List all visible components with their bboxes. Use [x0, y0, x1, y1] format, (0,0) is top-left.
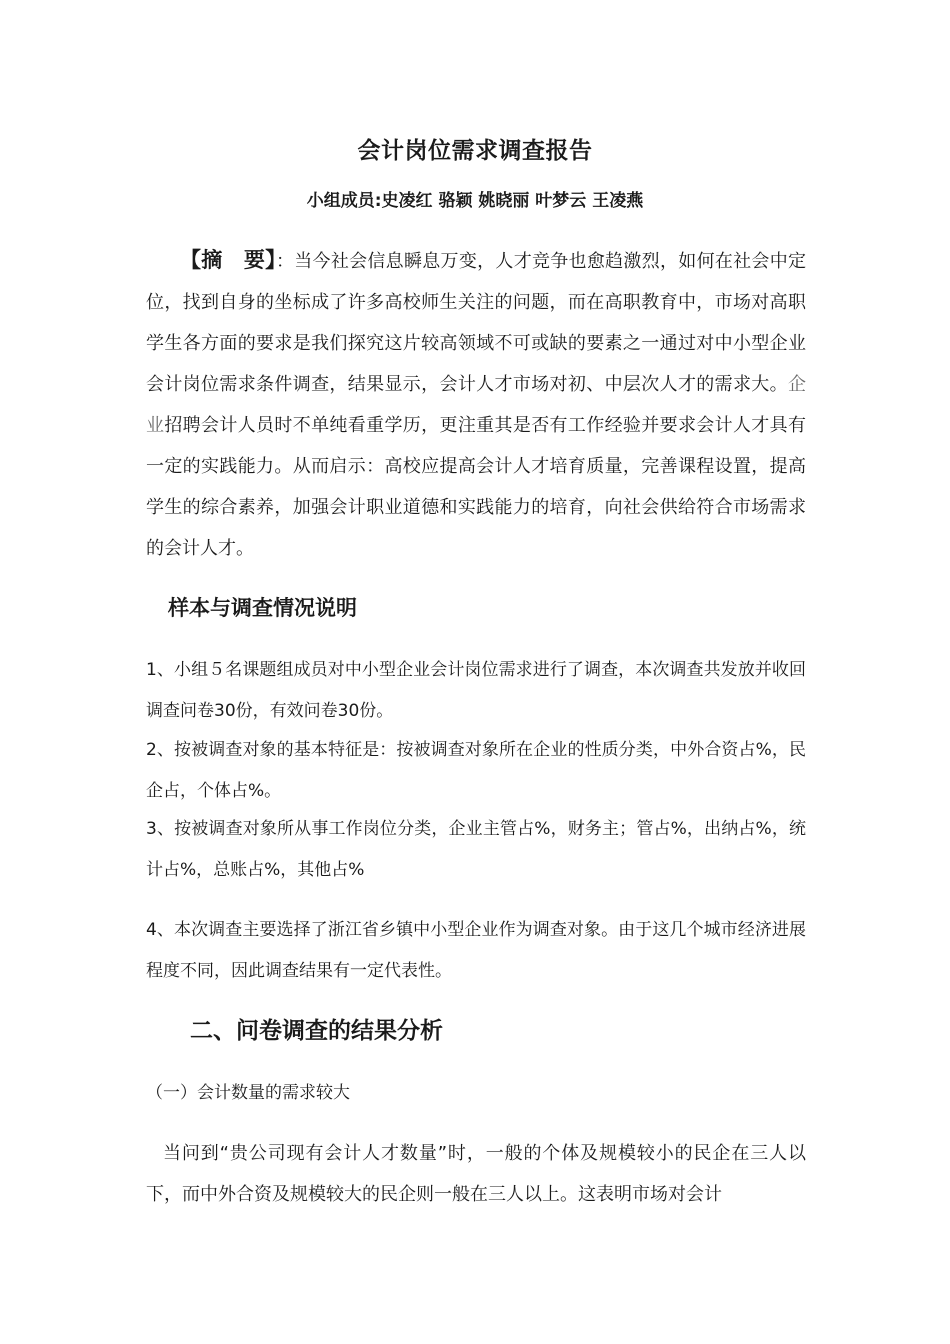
document-title: 会计岗位需求调查报告	[357, 138, 593, 164]
group-members: 小组成员:史凌红 骆颖 姚晓丽 叶梦云 王凌燕	[306, 191, 644, 211]
section-heading-results: 二、问卷调查的结果分析	[190, 1018, 443, 1044]
result-paragraph: 当问到“贵公司现有会计人才数量”时，一般的个体及规模较小的民企在三人以下，而中外合资及规模较大的民企则一般在三人以上。这表明市场对会计	[146, 1143, 806, 1205]
abstract-text-highlight: 企业	[146, 374, 806, 436]
section-heading-sample: 样本与调查情况说明	[168, 596, 357, 620]
abstract-tag: 【摘 要】	[180, 248, 276, 272]
sample-item-4: 4、本次调查主要选择了浙江省乡镇中小型企业作为调查对象。由于这几个城市经济进展程度不同，因此调查结果有一定代表性。	[146, 920, 806, 981]
abstract-text-part-a: ：当今社会信息瞬息万变，人才竞争也愈趋激烈，如何在社会中定位，找到自身的坐标成了许多高校师生关注的问题，而在高职教育中，市场对高职学生各方面的要求是我们探究这片较高领域不可或缺的要素之一通过对中小型企业会计岗位需求条件调查，结果显示，会计人才市场对初、中层次人才的需求大。	[146, 251, 807, 395]
sample-item-1: 1、小组５名课题组成员对中小型企业会计岗位需求进行了调查，本次调查共发放并收回调查问卷30份，有效问卷30份。	[146, 660, 806, 721]
abstract-paragraph	[146, 240, 806, 569]
subsection-heading-accounting-demand: （一）会计数量的需求较大	[146, 1083, 350, 1103]
abstract-text-part-b: 招聘会计人员时不单纯看重学历，更注重其是否有工作经验并要求会计人才具有一定的实践能力。从而启示：高校应提高会计人才培育质量，完善课程设置，提高学生的综合素养，加强会计职业道德和实践能力的培育，向社会供给符合市场需求的会计人才。	[146, 415, 806, 559]
sample-item-3: 3、按被调查对象所从事工作岗位分类，企业主管占%，财务主；管占%，出纳占%，统计占%，总账占%，其他占%	[146, 819, 806, 880]
sample-item-2: 2、按被调查对象的基本特征是：按被调查对象所在企业的性质分类，中外合资占%，民企占，个体占%。	[146, 740, 806, 801]
